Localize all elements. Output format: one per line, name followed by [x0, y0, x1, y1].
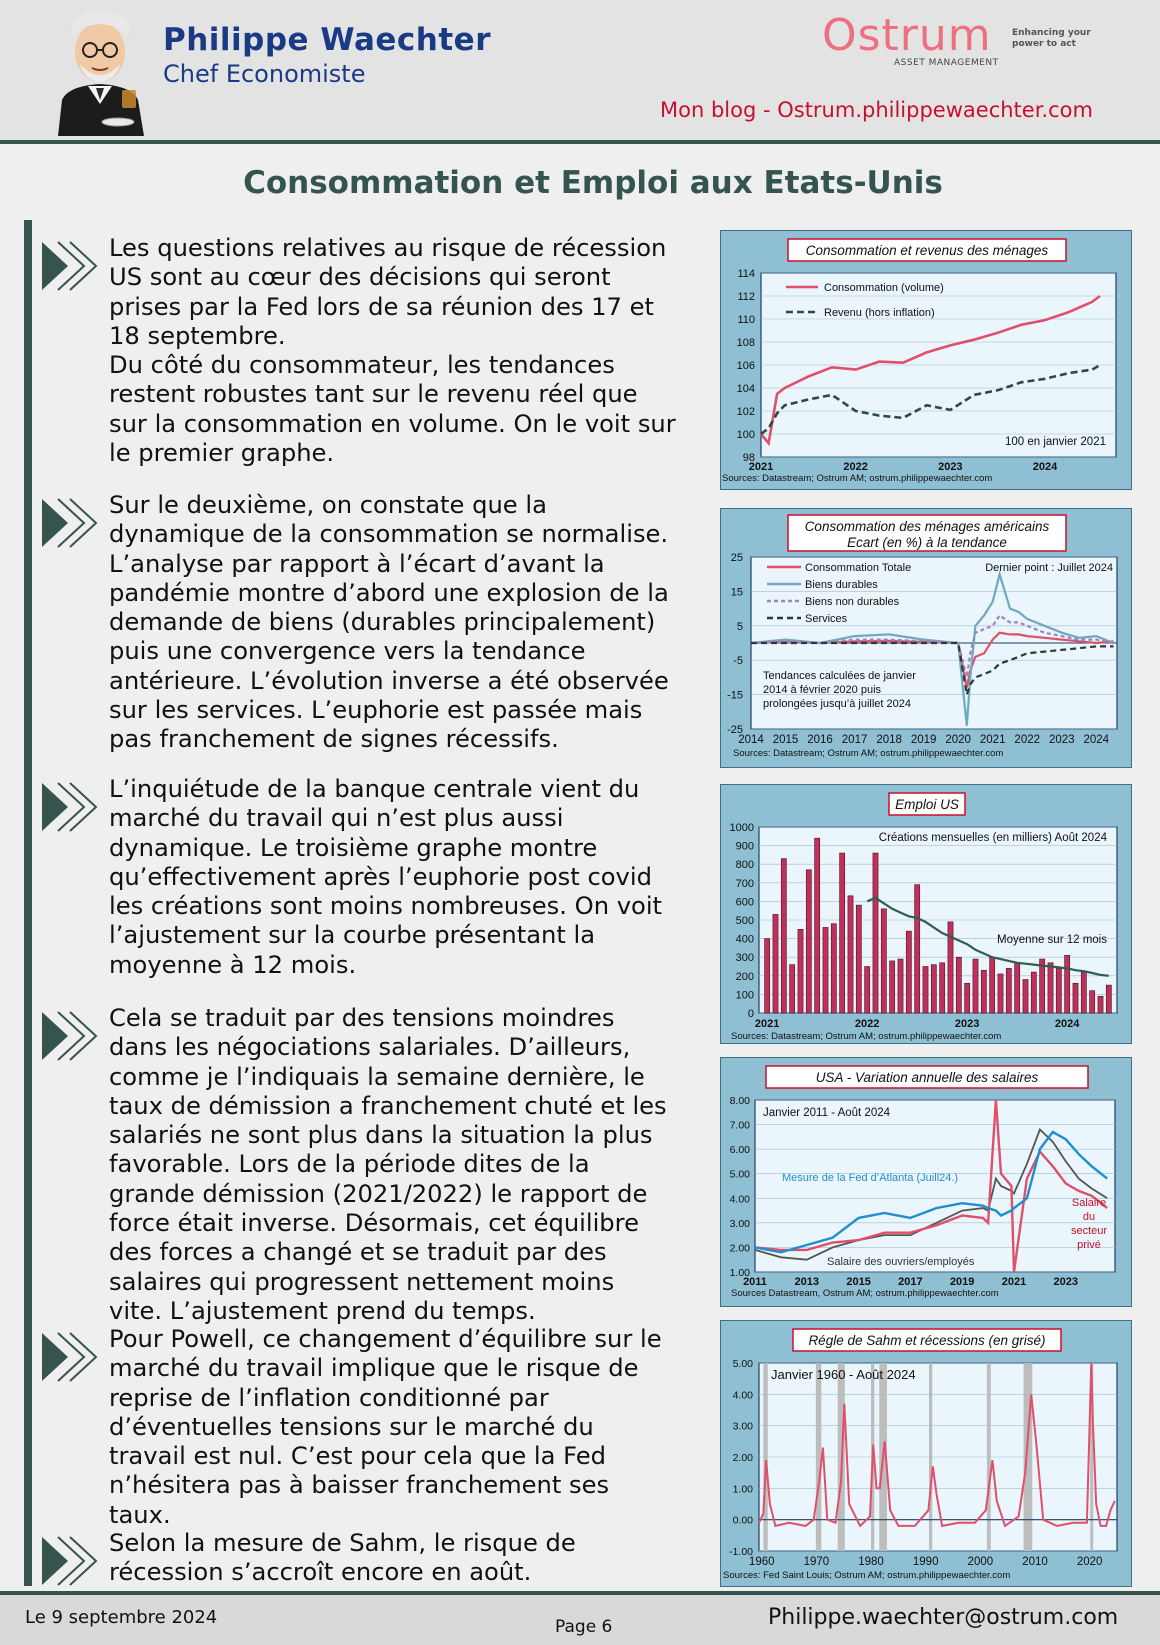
paragraph-line: 18 septembre.	[109, 321, 286, 350]
bar	[1065, 955, 1070, 1013]
x-tick-label: 2022	[843, 461, 868, 473]
y-tick-label: 5.00	[729, 1168, 750, 1181]
paragraph-6	[109, 1529, 709, 1588]
legend-label: Services	[805, 613, 848, 625]
arrow-bullet-icon	[40, 238, 102, 294]
chart-regle-sahm	[720, 1320, 1132, 1587]
legend-label: Consommation (volume)	[824, 282, 944, 294]
bar	[940, 963, 945, 1013]
y-tick-label: 0.00	[732, 1514, 753, 1527]
paragraph-line: qu’effectivement après l’euphorie post covid	[109, 862, 652, 891]
x-tick-label: 2016	[807, 734, 833, 746]
chart-note-line: prolongées jusqu’à juillet 2024	[763, 698, 911, 710]
chart-consommation-revenus	[720, 230, 1132, 490]
label-atlanta-fed: Mesure de la Fed d’Atlanta (Juill24.)	[782, 1172, 959, 1184]
paragraph-line: travail est nul. C’est pour cela que la Fed	[109, 1442, 606, 1471]
y-tick-label: 104	[736, 383, 755, 395]
paragraph-line: Cela se traduit par des tensions moindres	[109, 1004, 615, 1032]
bar	[1106, 985, 1111, 1013]
bar	[848, 896, 853, 1013]
y-tick-label: 800	[735, 859, 754, 872]
x-tick-label: 2023	[1053, 1276, 1079, 1288]
label-workers: Salaire des ouvriers/employés	[827, 1256, 975, 1268]
bar	[906, 931, 911, 1013]
x-tick-label: 2023	[1048, 734, 1075, 746]
chart-source: Sources: Datastream; Ostrum AM; ostrum.philippewaechter.com	[722, 473, 993, 484]
x-tick-label: 2019	[910, 734, 937, 746]
paragraph-line: marché du travail qui n’est plus aussi	[109, 804, 564, 833]
x-tick-label: 2017	[898, 1276, 923, 1288]
arrow-bullet-icon	[40, 779, 102, 835]
bar	[840, 853, 845, 1013]
chart-emploi-us-svg	[721, 785, 1131, 1043]
bar	[990, 957, 995, 1013]
paragraph-line: salariés ne sont plus dans la situation la plus	[109, 1121, 653, 1150]
ostrum-logo	[822, 10, 1092, 74]
x-tick-label: 1970	[803, 1556, 830, 1568]
bar	[890, 961, 895, 1013]
legend-label: Revenu (hors inflation)	[824, 307, 935, 319]
bar	[815, 838, 820, 1013]
label-private-sector: du	[1082, 1211, 1096, 1223]
legend-label: Biens durables	[805, 579, 878, 591]
label-private-sector: Salaire	[1071, 1197, 1107, 1209]
x-tick-label: 2020	[1076, 1556, 1103, 1568]
bar	[798, 929, 803, 1013]
y-tick-label: 3.00	[729, 1217, 750, 1230]
paragraph-line: les créations sont moins nombreuses. On voit	[109, 892, 663, 921]
paragraph-5	[109, 1325, 709, 1530]
y-tick-label: 15	[730, 586, 743, 599]
x-tick-label: 2021	[754, 1018, 780, 1030]
paragraph-line: restent robustes tant sur le revenu réel que	[109, 380, 638, 409]
chart-annotation: Janvier 1960 - Août 2024	[771, 1367, 916, 1382]
bar	[1056, 968, 1061, 1013]
x-tick-label: 2021	[1001, 1276, 1027, 1288]
paragraph-line: Du côté du consommateur, les tendances	[109, 351, 615, 380]
y-tick-label: 0	[747, 1008, 754, 1020]
legend-label: Biens non durables	[805, 596, 900, 608]
label-private-sector: privé	[1077, 1239, 1101, 1251]
y-tick-label: 102	[736, 406, 755, 418]
bar	[1081, 972, 1086, 1013]
paragraph-line: taux.	[109, 1500, 171, 1529]
paragraph-line: Pour Powell, ce changement d’équilibre sur le	[109, 1325, 662, 1353]
bar	[865, 967, 870, 1014]
paragraph-line: des forces a changé et se traduit par des	[109, 1238, 607, 1267]
paragraph-line: sur la consommation en volume. On le voit sur	[109, 409, 676, 438]
y-tick-label: -15	[727, 689, 743, 702]
chart-source: Sources: Fed Saint Louis; Ostrum AM; ostrum.philippewaechter.com	[723, 1570, 1011, 1581]
logo-subtext: ASSET MANAGEMENT	[894, 58, 999, 68]
paragraph-line: Les questions relatives au risque de récession	[109, 234, 667, 262]
y-tick-label: 106	[736, 360, 755, 372]
x-tick-label: 2018	[876, 734, 902, 746]
y-tick-label: 3.00	[732, 1420, 753, 1433]
x-tick-label: 2022	[1014, 734, 1041, 746]
bar	[1040, 959, 1045, 1013]
bar	[898, 959, 903, 1013]
average-line-label: Moyenne sur 12 mois	[997, 934, 1107, 946]
y-tick-label: -1.00	[729, 1546, 753, 1558]
y-tick-label: 900	[735, 840, 754, 853]
chart-subtitle: Ecart (en %) à la tendance	[847, 535, 1007, 550]
y-tick-label: -25	[727, 724, 743, 736]
chart-annotation: Janvier 2011 - Août 2024	[763, 1107, 891, 1119]
arrow-bullet-icon	[40, 495, 102, 551]
x-tick-label: 2023	[954, 1018, 980, 1030]
y-tick-label: 5.00	[732, 1358, 753, 1370]
paragraph-line: L’inquiétude de la banque centrale vient du	[109, 775, 640, 803]
paragraph-line: L’analyse par rapport à l’écart d’avant la	[109, 549, 605, 578]
bar	[981, 970, 986, 1013]
chart-title: Consommation des ménages américains	[804, 519, 1050, 534]
paragraph-3	[109, 775, 709, 980]
y-tick-label: 100	[736, 429, 755, 441]
x-tick-label: 1990	[912, 1556, 939, 1568]
y-tick-label: 400	[735, 933, 754, 946]
bar	[965, 983, 970, 1013]
page-footer	[0, 1591, 1160, 1645]
bar	[915, 885, 920, 1013]
bar	[856, 905, 861, 1013]
bar	[956, 957, 961, 1013]
x-tick-label: 2017	[841, 734, 868, 746]
chart-title: Emploi US	[895, 797, 959, 812]
y-tick-label: 2.00	[732, 1452, 753, 1464]
bar	[823, 927, 828, 1013]
footer-date: Le 9 septembre 2024	[25, 1607, 218, 1628]
chart-annotation: 100 en janvier 2021	[1004, 436, 1106, 448]
bar	[1090, 991, 1095, 1013]
paragraph-line: dans les négociations salariales. D’ailleurs,	[109, 1033, 631, 1062]
plot-area	[755, 1100, 1115, 1272]
footer-page-number: Page 6	[555, 1617, 613, 1637]
y-tick-label: 108	[736, 337, 755, 349]
bar	[806, 870, 811, 1013]
x-tick-label: 2024	[1032, 461, 1058, 473]
bar	[973, 959, 978, 1013]
paragraph-line: force était inverse. Désormais, cet équilibre	[109, 1209, 639, 1238]
bar	[1006, 968, 1011, 1013]
label-private-sector: secteur	[1070, 1225, 1108, 1237]
chart-title: Consommation et revenus des ménages	[805, 243, 1049, 258]
y-tick-label: 200	[735, 970, 754, 983]
page-header	[0, 0, 1160, 144]
x-tick-label: 2015	[846, 1276, 871, 1288]
chart-source: Sources: Datastream; Ostrum AM; ostrum.philippewaechter.com	[733, 748, 1004, 759]
chart-title: USA - Variation annuelle des salaires	[815, 1070, 1039, 1085]
chart-regle-sahm-svg	[721, 1321, 1131, 1586]
x-tick-label: 2010	[1022, 1556, 1048, 1568]
paragraph-line: reprise de l’inflation conditionné par	[109, 1383, 549, 1412]
paragraph-line: Selon la mesure de Sahm, le risque de	[109, 1529, 576, 1557]
logo-wordmark: Ostrum	[822, 10, 992, 61]
arrow-bullet-icon	[40, 1533, 102, 1589]
chart-annotation: Dernier point : Juillet 2024	[985, 562, 1113, 574]
paragraph-line: récession s’accroît encore en août.	[109, 1558, 532, 1587]
footer-email[interactable]: Philippe.waechter@ostrum.com	[768, 1605, 1119, 1630]
y-tick-label: 1000	[729, 822, 754, 834]
x-tick-label: 2022	[854, 1018, 880, 1030]
y-tick-label: 25	[730, 552, 743, 564]
y-tick-label: 500	[735, 915, 754, 927]
bar	[765, 939, 770, 1013]
paragraph-line: antérieure. L’évolution inverse a été observée	[109, 666, 669, 695]
x-tick-label: 2020	[945, 734, 971, 746]
chart-consommation-tendance	[720, 508, 1132, 768]
chart-title: Régle de Sahm et récessions (en grisé)	[808, 1333, 1046, 1348]
chart-annotation: Créations mensuelles (en milliers) Août 2024	[878, 832, 1107, 844]
paragraph-4	[109, 1004, 709, 1326]
paragraph-line: salaires qui progressent nettement moins	[109, 1267, 615, 1296]
bar	[1031, 972, 1036, 1013]
paragraph-line: puis une convergence vers la tendance	[109, 637, 586, 666]
paragraph-line: dynamique de la consommation se normalise.	[109, 520, 669, 549]
paragraph-line: pas franchement de signes récessifs.	[109, 725, 559, 754]
x-tick-label: 2013	[794, 1276, 820, 1288]
bar	[881, 909, 886, 1013]
paragraph-line: le premier graphe.	[109, 439, 335, 468]
blog-link[interactable]: Mon blog - Ostrum.philippewaechter.com	[660, 98, 1093, 122]
arrow-bullet-icon	[40, 1008, 102, 1064]
chart-salaires	[720, 1057, 1132, 1307]
chart-source: Sources Datastream, Ostrum AM; ostrum.philippewaechter.com	[731, 1288, 999, 1299]
bar	[1023, 980, 1028, 1013]
left-vertical-rule	[24, 220, 32, 1586]
bar	[781, 859, 786, 1013]
x-tick-label: 2014	[738, 734, 764, 746]
chart-consommation-revenus-svg	[721, 231, 1131, 489]
y-tick-label: 7.00	[729, 1119, 750, 1132]
paragraph-line: sur les services. L’euphorie est passée mais	[109, 696, 643, 725]
y-tick-label: 5	[736, 620, 743, 633]
paragraph-1	[109, 234, 709, 468]
bar	[831, 924, 836, 1013]
y-tick-label: 600	[735, 896, 754, 909]
y-tick-label: 100	[735, 989, 754, 1002]
x-tick-label: 1960	[748, 1556, 775, 1568]
logo-tagline: Enhancing your power to act	[1012, 28, 1091, 49]
x-tick-label: 2011	[743, 1276, 767, 1288]
bar	[790, 965, 795, 1013]
paragraph-line: US sont au cœur des décisions qui seront	[109, 263, 611, 292]
paragraph-line: moyenne à 12 mois.	[109, 950, 357, 979]
bar	[873, 853, 878, 1013]
chart-salaires-svg	[721, 1058, 1131, 1306]
paragraph-line: marché du travail implique que le risque de	[109, 1354, 639, 1383]
bar	[1098, 996, 1103, 1013]
y-tick-label: 1.00	[732, 1483, 753, 1496]
paragraph-line: demande de biens (durables principalement)	[109, 608, 656, 637]
chart-note-line: 2014 à février 2020 puis	[763, 684, 882, 696]
paragraph-line: vite. L’ajustement prend du temps.	[109, 1296, 536, 1325]
x-tick-label: 2000	[967, 1556, 994, 1568]
paragraph-line: d’éventuelles tensions sur le marché du	[109, 1412, 594, 1441]
y-tick-label: 110	[737, 314, 755, 326]
page-title: Consommation et Emploi aux Etats-Unis	[243, 165, 943, 201]
paragraph-2	[109, 491, 709, 755]
bar	[923, 967, 928, 1014]
paragraph-line: Sur le deuxième, on constate que la	[109, 491, 547, 519]
chart-emploi-us	[720, 784, 1132, 1044]
y-tick-label: 4.00	[729, 1193, 750, 1206]
y-tick-label: 300	[735, 952, 754, 965]
y-tick-label: 98	[742, 452, 755, 464]
y-tick-label: 2.00	[729, 1242, 750, 1255]
x-tick-label: 1980	[858, 1556, 884, 1568]
y-tick-label: 1.00	[729, 1267, 750, 1279]
y-tick-label: -5	[733, 655, 743, 668]
bar	[1073, 983, 1078, 1013]
paragraph-line: grande démission (2021/2022) le rapport de	[109, 1179, 648, 1208]
paragraph-line: taux de démission a franchement chuté et les	[109, 1091, 667, 1120]
y-tick-label: 6.00	[729, 1144, 750, 1157]
paragraph-line: dynamique. Le troisième graphe montre	[109, 833, 598, 862]
x-tick-label: 2024	[1083, 734, 1110, 746]
paragraph-line: favorable. Lors de la période dites de la	[109, 1150, 590, 1179]
author-role: Chef Economiste	[163, 60, 366, 88]
x-tick-label: 2019	[949, 1276, 975, 1288]
paragraph-line: pandémie montre d’abord une explosion de la	[109, 578, 669, 607]
bar	[931, 965, 936, 1013]
bar	[1048, 963, 1053, 1013]
y-tick-label: 700	[735, 877, 754, 890]
x-tick-label: 2015	[772, 734, 799, 746]
bar	[998, 974, 1003, 1013]
chart-source: Sources: Datastream; Ostrum AM; ostrum.philippewaechter.com	[731, 1031, 1002, 1042]
y-tick-label: 4.00	[732, 1389, 753, 1402]
bar	[773, 914, 778, 1013]
chart-note-line: Tendances calculées de janvier	[763, 670, 916, 682]
bar	[1015, 963, 1020, 1013]
x-tick-label: 2021	[979, 734, 1006, 746]
arrow-bullet-icon	[40, 1329, 102, 1385]
paragraph-line: n’hésitera pas à baisser franchement ses	[109, 1471, 610, 1500]
y-tick-label: 112	[737, 291, 755, 303]
chart-consommation-tendance-svg	[721, 509, 1131, 767]
legend-label: Consommation Totale	[805, 562, 912, 574]
x-tick-label: 2023	[938, 461, 963, 473]
y-tick-label: 8.00	[729, 1095, 750, 1107]
paragraph-line: prises par la Fed lors de sa réunion des 17 et	[109, 292, 654, 321]
x-tick-label: 2024	[1054, 1018, 1080, 1030]
x-tick-label: 2021	[748, 461, 774, 473]
author-avatar-caricature	[48, 8, 152, 136]
paragraph-line: l’ajustement sur la courbe présentant la	[109, 921, 596, 950]
paragraph-line: comme je l’indiquais la semaine dernière, le	[109, 1062, 645, 1091]
y-tick-label: 114	[737, 268, 755, 280]
author-name: Philippe Waechter	[163, 22, 491, 58]
